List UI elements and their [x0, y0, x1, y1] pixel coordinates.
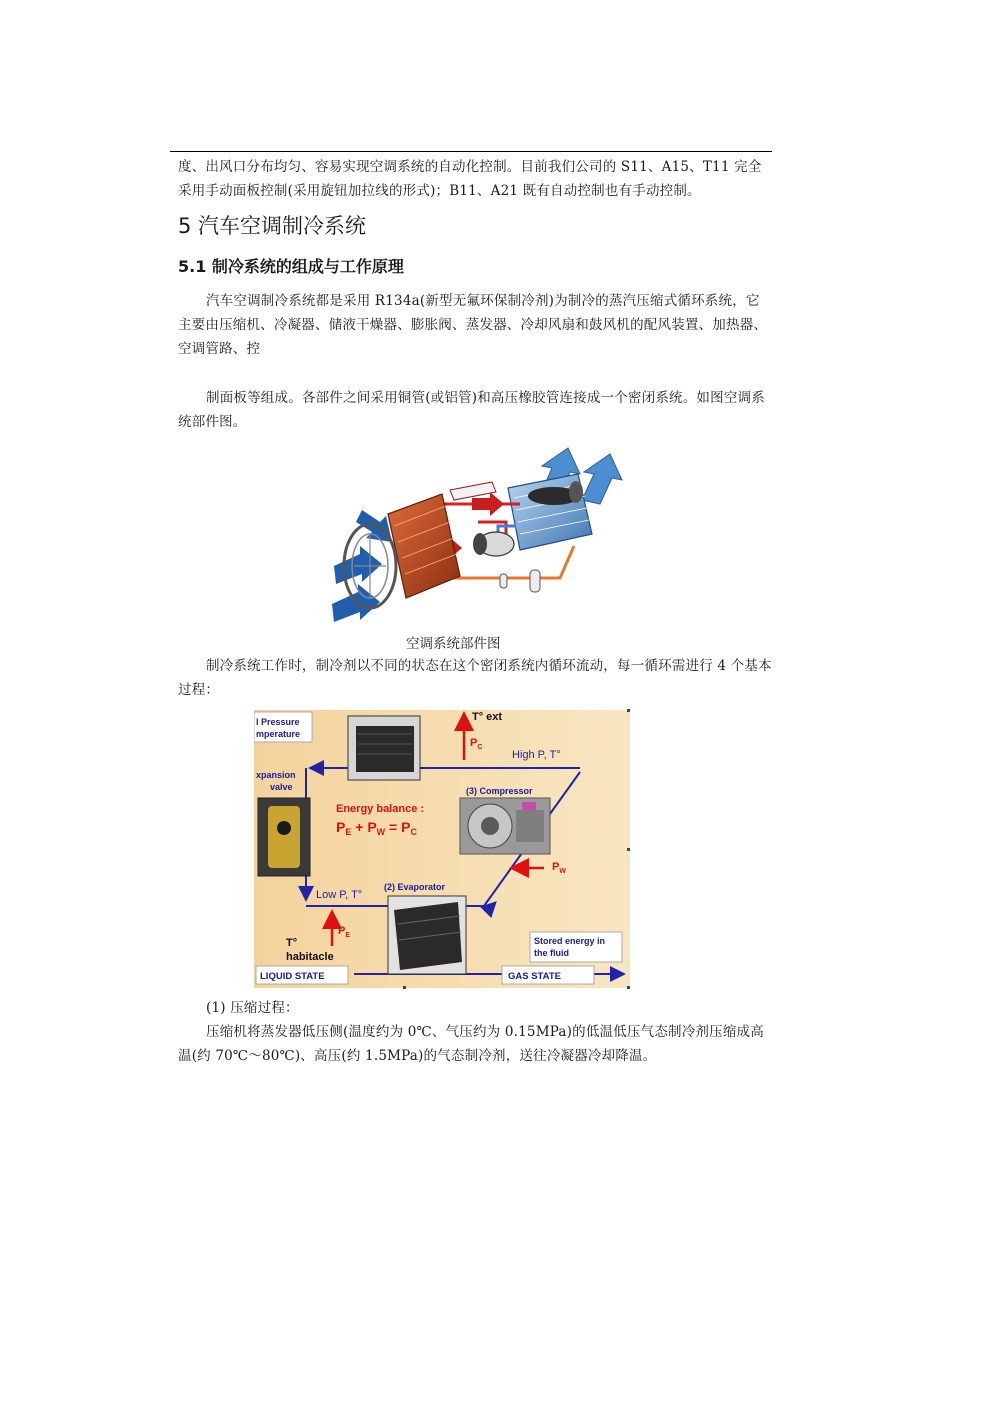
stored-energy-label-line2: the fluid [534, 948, 569, 958]
resize-handle[interactable] [627, 709, 630, 712]
header-rule [170, 151, 772, 152]
ac-system-components-figure [330, 438, 630, 624]
condenser-photo [348, 716, 420, 780]
condenser-icon [388, 494, 460, 598]
panel-paragraph: 制面板等组成。各部件之间采用铜管(或铝管)和高压橡胶管连接成一个密闭系统。如图空调系统部件图。 [178, 390, 765, 430]
high-p-t-label: High P, T° [512, 749, 561, 761]
section-heading: 5 汽车空调制冷系统 [178, 214, 367, 238]
expansion-valve-label-line2: valve [270, 782, 293, 792]
compressor-label: (3) Compressor [466, 786, 533, 796]
t-habitacle-label-line2: habitacle [286, 951, 334, 963]
resize-handle[interactable] [403, 986, 406, 989]
energy-balance-label: Energy balance : [336, 803, 425, 815]
subsection-heading: 5.1 制冷系统的组成与工作原理 [178, 257, 404, 276]
expansion-valve-photo [258, 798, 310, 876]
t-ext-label: T° ext [472, 711, 503, 723]
heater-core-icon [450, 482, 496, 500]
low-p-t-label: Low P, T° [316, 889, 363, 901]
refrigeration-cycle-diagram [254, 710, 630, 988]
gas-state-label: GAS STATE [508, 971, 561, 982]
figure1-caption: 空调系统部件图 [406, 636, 501, 652]
top-paragraph-line1: 度、出风口分布均匀、容易实现空调系统的自动化控制。目前我们公司的 S11、A15、T11 完全 [178, 159, 762, 175]
high-pressure-label-line1: l Pressure [256, 717, 300, 727]
compressor-photo [460, 798, 550, 854]
top-paragraph [178, 155, 772, 203]
energy-balance-equation: $P_E + P_W = P_C$ [336, 819, 417, 837]
intro-paragraph: 汽车空调制冷系统都是采用 R134a(新型无氟环保制冷剂)为制冷的蒸汽压缩式循环系统，它主要由压缩机、冷凝器、储液干燥器、膨胀阀、蒸发器、冷却风扇和鼓风机的配风装置、加热器、空调管路、控 [178, 293, 768, 357]
top-paragraph-line2: 采用手动面板控制(采用旋钮加拉线的形式)；B11、A21 既有自动控制也有手动控制。 [178, 183, 701, 199]
pw-label: $P_W$ [552, 861, 566, 875]
expansion-valve-label-line1: xpansion [256, 770, 296, 780]
resize-handle[interactable] [627, 986, 630, 989]
pc-label: $P_C$ [470, 737, 483, 751]
t-habitacle-label-line1: T° [286, 937, 298, 949]
evaporator-label: (2) Evaporator [384, 882, 446, 892]
cycle-paragraph: 制冷系统工作时，制冷剂以不同的状态在这个密闭系统内循环流动，每一循环需进行 4 个基本过程： [178, 658, 772, 698]
resize-handle[interactable] [627, 848, 630, 851]
cooling-fan-icon [344, 524, 396, 608]
high-pressure-label-line2: mperature [256, 729, 301, 739]
receiver-drier-icon [500, 570, 540, 592]
pe-label: $P_E$ [338, 925, 351, 939]
stored-energy-label-line1: Stored energy in [534, 936, 606, 946]
compression-subheading [178, 996, 772, 1020]
compressor-icon [473, 532, 514, 556]
compression-subheading-text: (1) 压缩过程： [206, 1000, 299, 1016]
evaporator-unit-icon [508, 474, 592, 550]
compression-paragraph: 压缩机将蒸发器低压侧(温度约为 0℃、气压约为 0.15MPa)的低温低压气态制冷剂压缩成高温(约 70℃～80℃)、高压(约 1.5MPa)的气态制冷剂，送往冷凝器冷却降温。 [178, 1024, 764, 1064]
evaporator-photo [388, 896, 466, 974]
liquid-state-label: LIQUID STATE [260, 971, 325, 982]
